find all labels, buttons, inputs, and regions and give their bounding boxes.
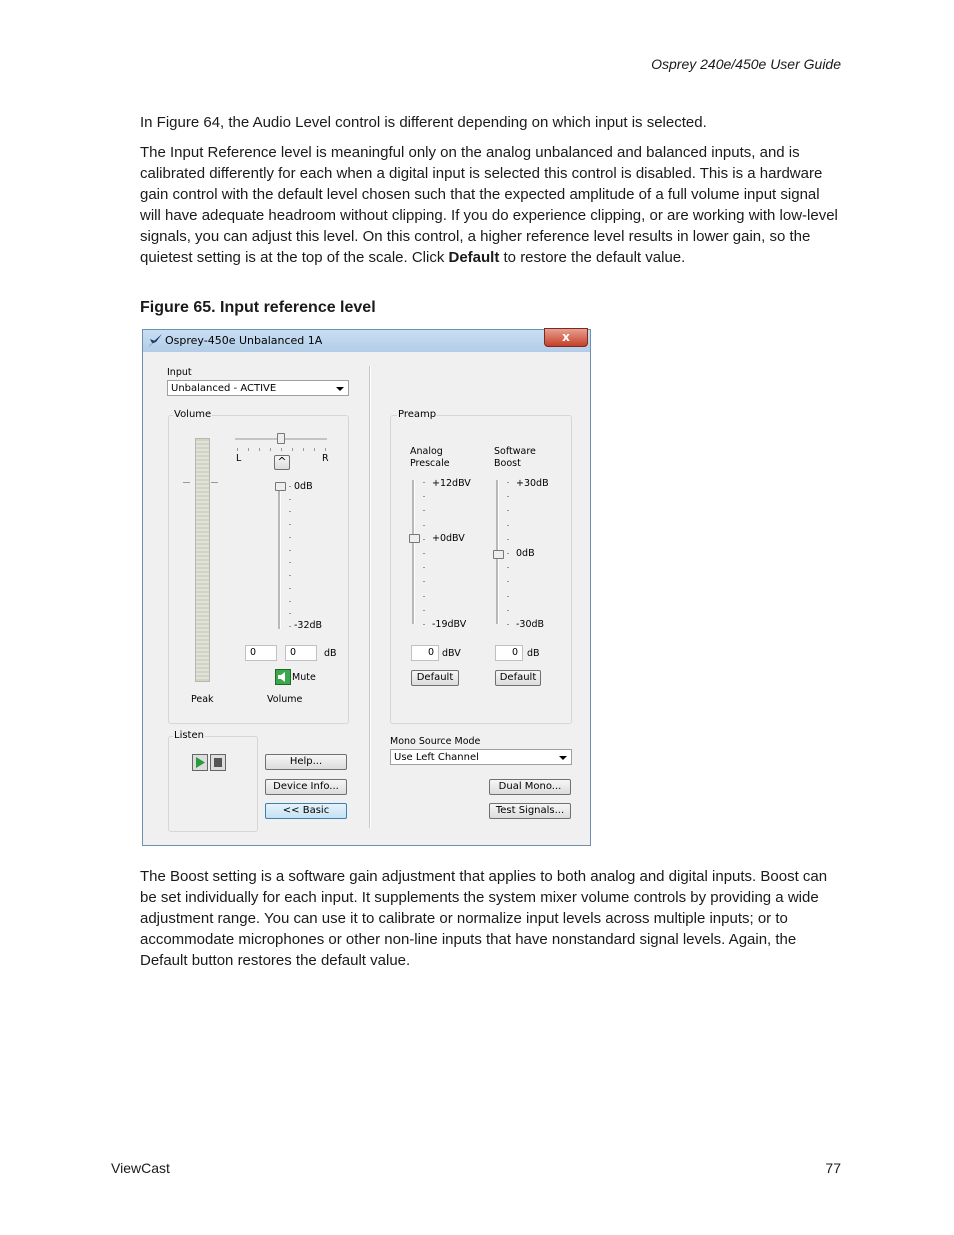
boost-top-label: +30dB: [516, 478, 549, 489]
boost-tick: [507, 553, 509, 554]
boost-tick: [507, 496, 509, 497]
dialog-title: Osprey-450e Unbalanced 1A: [165, 334, 323, 347]
boost-tick: [507, 596, 509, 597]
play-icon: [193, 755, 207, 770]
boost-default-button[interactable]: Default: [495, 670, 541, 686]
balance-tick: [281, 448, 282, 451]
analog-tick: [423, 539, 425, 540]
boost-value-field[interactable]: 0: [495, 645, 523, 661]
analog-prescale-thumb[interactable]: [409, 534, 420, 543]
boost-tick: [507, 525, 509, 526]
listen-group-label: Listen: [174, 730, 204, 741]
volume-unit-label: dB: [324, 648, 337, 659]
footer-company: ViewCast: [111, 1160, 170, 1176]
volume-tick: [289, 550, 291, 551]
boost-tick: [507, 567, 509, 568]
peak-meter: [195, 438, 210, 682]
volume-tick: [289, 499, 291, 500]
dual-mono-button[interactable]: Dual Mono...: [489, 779, 571, 795]
figure-caption: Figure 65. Input reference level: [140, 299, 376, 316]
test-signals-button[interactable]: Test Signals...: [489, 803, 571, 819]
meter-marker-left: [183, 482, 190, 483]
boost-tick: [507, 482, 509, 483]
mute-label: Mute: [292, 672, 316, 683]
input-select[interactable]: [167, 380, 349, 396]
volume-tick: [289, 613, 291, 614]
analog-label-1: Analog: [410, 446, 443, 457]
meter-marker-right: [211, 482, 218, 483]
boost-tick: [507, 610, 509, 611]
volume-tick: [289, 511, 291, 512]
analog-prescale-track[interactable]: [412, 480, 415, 624]
volume-tick: [289, 562, 291, 563]
speaker-icon: [276, 670, 290, 684]
balance-right-label: R: [322, 453, 329, 464]
close-button[interactable]: x: [544, 328, 588, 347]
analog-top-label: +12dBV: [432, 478, 471, 489]
analog-label-2: Prescale: [410, 458, 450, 469]
mono-source-value: Use Left Channel: [394, 752, 479, 763]
mono-source-label: Mono Source Mode: [390, 736, 481, 747]
paragraph-2: [140, 142, 842, 268]
basic-button[interactable]: << Basic: [265, 803, 347, 819]
analog-bottom-label: -19dBV: [432, 619, 467, 630]
volume-value-field[interactable]: 0: [285, 645, 317, 661]
play-button[interactable]: [192, 754, 208, 771]
boost-tick: [507, 581, 509, 582]
analog-tick: [423, 610, 425, 611]
title-bar[interactable]: [143, 330, 590, 352]
input-select-value: Unbalanced - ACTIVE: [171, 383, 277, 394]
analog-tick: [423, 482, 425, 483]
mono-source-select[interactable]: [390, 749, 572, 765]
boost-tick: [507, 510, 509, 511]
analog-unit-label: dBV: [442, 648, 461, 659]
volume-tick: [289, 588, 291, 589]
analog-tick: [423, 624, 425, 625]
analog-tick: [423, 510, 425, 511]
paragraph-1: In Figure 64, the Audio Level control is different depending on which input is selected.: [140, 114, 707, 131]
balance-tick: [237, 448, 238, 451]
stop-icon: [211, 755, 225, 770]
balance-tick: [314, 448, 315, 451]
paragraph-2-text: The Input Reference level is meaningful only on the analog unbalanced and balanced inputs, and is calibrated differently for each when a digital input is selected this control is disabled. This is a hardware gain control with the default level chosen such that the expected amplitude of a full volume input signal will have adequate headroom without clipping. If you do experience clipping, or are working with low-level signals, you can adjust this level. On this control, a higher reference level results in lower gain, so the quietest setting is at the top of the scale. Click: [140, 144, 838, 266]
analog-default-button[interactable]: Default: [411, 670, 459, 686]
paragraph-3: The Boost setting is a software gain adjustment that applies to both analog and digital inputs. Boost can be set individually for each input. It supplements the system mixer volume controls by providing a wide adjustment range. You can use it to calibrate or normalize input levels across multiple inputs; or to accommodate microphones or other non-line inputs that have nonstandard signal levels. Again, the Default button restores the default value.: [140, 868, 828, 969]
boost-unit-label: dB: [527, 648, 540, 659]
stop-button[interactable]: [210, 754, 226, 771]
peak-label: Peak: [191, 694, 214, 705]
analog-value-field[interactable]: 0: [411, 645, 439, 661]
volume-label: Volume: [267, 694, 303, 705]
analog-mid-label: +0dBV: [432, 533, 465, 544]
chevron-down-icon: [336, 387, 344, 391]
balance-tick: [270, 448, 271, 451]
chevron-down-icon: [559, 756, 567, 760]
analog-tick: [423, 596, 425, 597]
dialog-window: [142, 329, 591, 846]
volume-tick: [289, 575, 291, 576]
boost-mid-label: 0dB: [516, 548, 535, 559]
osprey-bird-icon: [147, 333, 163, 349]
mute-checkbox[interactable]: [275, 669, 291, 685]
volume-bottom-label: -32dB: [294, 620, 323, 631]
volume-top-label: 0dB: [294, 481, 313, 492]
balance-tick: [248, 448, 249, 451]
listen-group: [168, 736, 258, 832]
analog-tick: [423, 525, 425, 526]
page-number: 77: [825, 1160, 841, 1176]
boost-bottom-label: -30dB: [516, 619, 545, 630]
balance-slider-thumb[interactable]: [277, 433, 285, 444]
preamp-group-label: Preamp: [398, 409, 437, 420]
volume-tick: [289, 486, 291, 487]
volume-tick: [289, 524, 291, 525]
volume-group-label: Volume: [174, 409, 212, 420]
volume-tick: [289, 626, 291, 627]
boost-tick: [507, 624, 509, 625]
volume-tick: [289, 601, 291, 602]
chevron-up-icon: ^: [277, 455, 287, 468]
running-header: Osprey 240e/450e User Guide: [651, 56, 841, 72]
input-label: Input: [167, 367, 192, 378]
balance-center-button[interactable]: [274, 455, 290, 470]
volume-slider-thumb[interactable]: [275, 482, 286, 491]
analog-tick: [423, 581, 425, 582]
paragraph-2-bold: Default: [448, 249, 500, 266]
analog-tick: [423, 496, 425, 497]
software-label-1: Software: [494, 446, 536, 457]
balance-tick: [292, 448, 293, 451]
software-boost-thumb[interactable]: [493, 550, 504, 559]
balance-tick: [259, 448, 260, 451]
balance-tick: [303, 448, 304, 451]
help-button[interactable]: Help...: [265, 754, 347, 770]
analog-tick: [423, 553, 425, 554]
boost-tick: [507, 539, 509, 540]
paragraph-2-end: to restore the default value.: [499, 249, 686, 266]
peak-value-field[interactable]: 0: [245, 645, 277, 661]
analog-tick: [423, 567, 425, 568]
volume-slider-track[interactable]: [278, 483, 281, 629]
vertical-separator: [369, 366, 371, 828]
volume-tick: [289, 537, 291, 538]
software-label-2: Boost: [494, 458, 521, 469]
device-info-button[interactable]: Device Info...: [265, 779, 347, 795]
balance-left-label: L: [236, 453, 242, 464]
balance-tick: [325, 448, 326, 451]
